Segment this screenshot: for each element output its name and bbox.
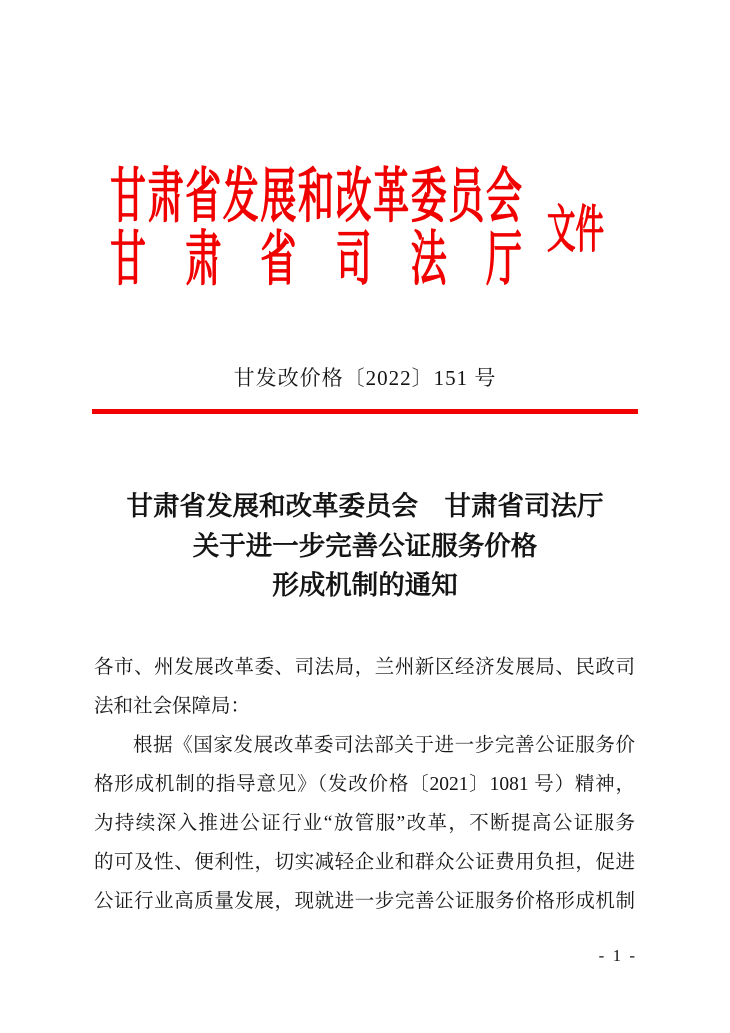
document-number: 甘发改价格〔2022〕151 号 bbox=[233, 366, 497, 390]
letterhead-character: 展 bbox=[260, 163, 297, 230]
document-body bbox=[94, 648, 635, 921]
letterhead-character: 肃 bbox=[147, 163, 184, 230]
body-line: 公证行业高质量发展，现就进一步完善公证服务价格形成机制 bbox=[94, 891, 635, 912]
letterhead-character: 甘 bbox=[110, 226, 147, 293]
letterhead-character: 员 bbox=[448, 163, 485, 230]
letterhead-character: 会 bbox=[485, 163, 522, 230]
document-title-line-3: 形成机制的通知 bbox=[272, 570, 458, 600]
body-line: 的可及性、便利性，切实减轻企业和群众公证费用负担，促进 bbox=[94, 852, 635, 873]
letterhead-character: 省 bbox=[185, 163, 222, 230]
letterhead-character: 法 bbox=[410, 226, 447, 293]
body-line: 根据《国家发展改革委司法部关于进一步完善公证服务价 bbox=[133, 735, 635, 756]
body-line: 格形成机制的指导意见》（发改价格〔2021〕1081 号）精神， bbox=[94, 774, 635, 795]
letterhead-character: 司 bbox=[335, 226, 372, 293]
document-title-line-2: 关于进一步完善公证服务价格 bbox=[192, 530, 538, 561]
letterhead-character: 和 bbox=[297, 163, 334, 230]
document-title-line-1: 甘肃省发展和改革委员会 甘肃省司法厅 bbox=[126, 491, 604, 521]
letterhead-character: 甘 bbox=[110, 163, 147, 230]
red-divider-rule bbox=[92, 409, 638, 414]
letterhead-agency-line-2 bbox=[110, 226, 522, 293]
page-number: - 1 - bbox=[598, 946, 637, 965]
letterhead-character: 厅 bbox=[485, 226, 522, 293]
letterhead-character: 改 bbox=[335, 163, 372, 230]
letterhead-character: 发 bbox=[222, 163, 259, 230]
letterhead-character: 肃 bbox=[185, 226, 222, 293]
letterhead-agency-line-1 bbox=[110, 163, 522, 230]
letterhead-character: 委 bbox=[410, 163, 447, 230]
letterhead-character: 革 bbox=[373, 163, 410, 230]
letterhead-wenjian-label: 文件 bbox=[547, 202, 604, 259]
document-title bbox=[0, 487, 730, 606]
letterhead-character: 省 bbox=[260, 226, 297, 293]
body-line: 为持续深入推进公证行业“放管服”改革，不断提高公证服务 bbox=[94, 813, 635, 834]
body-line: 各市、州发展改革委、司法局，兰州新区经济发展局、民政司 bbox=[94, 657, 635, 678]
body-line: 法和社会保障局： bbox=[94, 696, 251, 717]
